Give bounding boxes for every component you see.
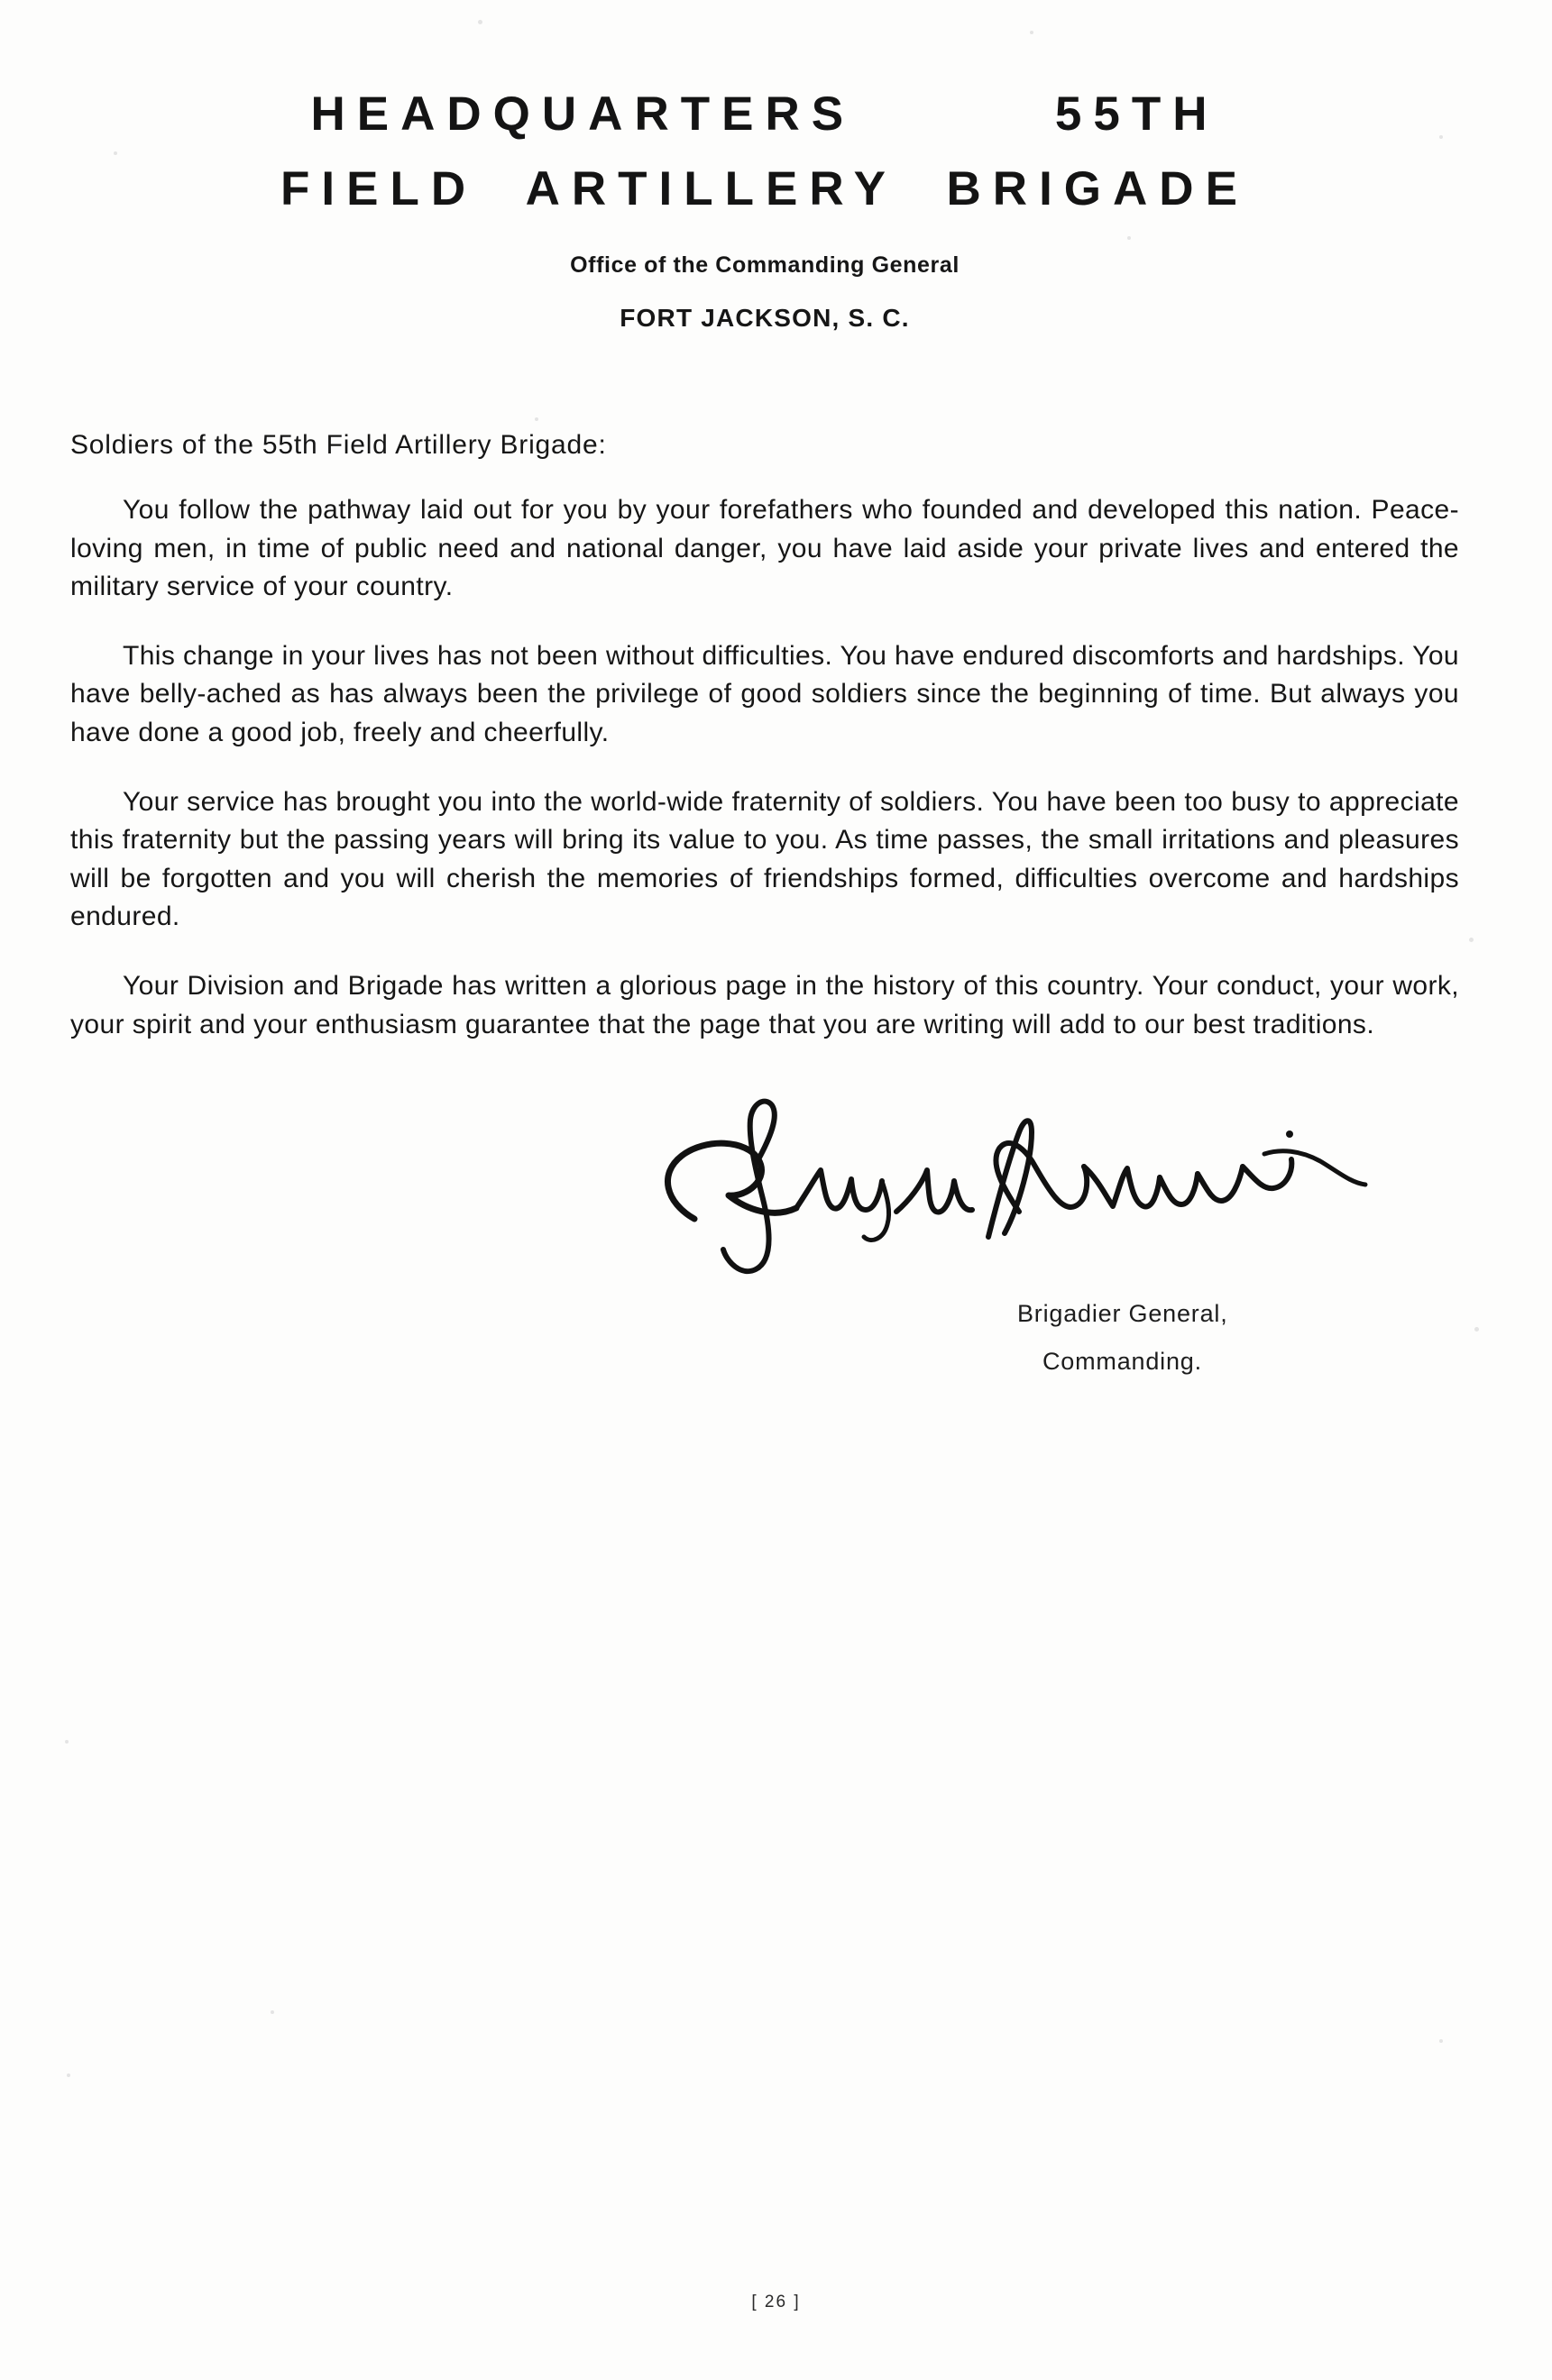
paper-speck bbox=[1474, 1327, 1479, 1332]
paragraph: Your service has brought you into the world-wide fraternity of soldiers. You have been too busy to appreciate this fraternity but the passing years will bring its value to you. As time passes, the small irritations and pleasures will be forgotten and you will cherish the memories of friendships formed, difficulties overcome and hardships endured. bbox=[70, 786, 1459, 932]
paragraph: You follow the pathway laid out for you by your forefathers who founded and developed this nation. Peace-loving men, in time of public need and national danger, you have laid aside your private lives and entered the military service of your country. bbox=[70, 495, 1459, 602]
letterhead-line-1: HEADQUARTERS 55TH bbox=[310, 87, 1219, 141]
letter-body bbox=[70, 0, 1459, 1376]
signature-area bbox=[70, 1075, 1459, 1376]
letterhead-location: FORT JACKSON, S. C. bbox=[620, 304, 910, 332]
signature-title-block bbox=[1017, 1300, 1432, 1396]
letterhead-office: Office of the Commanding General bbox=[570, 252, 960, 278]
paper-speck bbox=[1469, 938, 1474, 942]
paragraph: This change in your lives has not been without difficulties. You have endured discomforts and hardships. You have belly-ached as has always been the privilege of good soldiers since the beginning of time. But always you have done a good job, freely and cheerfully. bbox=[70, 640, 1459, 747]
paper-speck bbox=[67, 2073, 70, 2077]
page-number: [ 26 ] bbox=[751, 2293, 801, 2311]
paragraph: Your Division and Brigade has written a glorious page in the history of this country. Your conduct, your work, your spirit and your enthusiasm guarantee that the page that you are writing will add to our best traditions. bbox=[70, 970, 1459, 1039]
signature-rank: Brigadier General, bbox=[1017, 1300, 1228, 1328]
paper-speck bbox=[271, 2010, 274, 2014]
handwritten-signature bbox=[611, 1084, 1369, 1291]
signature-role: Commanding. bbox=[1042, 1348, 1202, 1376]
salutation: Soldiers of the 55th Field Artillery Brigade: bbox=[70, 430, 607, 460]
paper-speck bbox=[65, 1740, 69, 1744]
letterhead-line-2: FIELD ARTILLERY BRIGADE bbox=[280, 162, 1249, 215]
paper-speck bbox=[1439, 2039, 1443, 2043]
